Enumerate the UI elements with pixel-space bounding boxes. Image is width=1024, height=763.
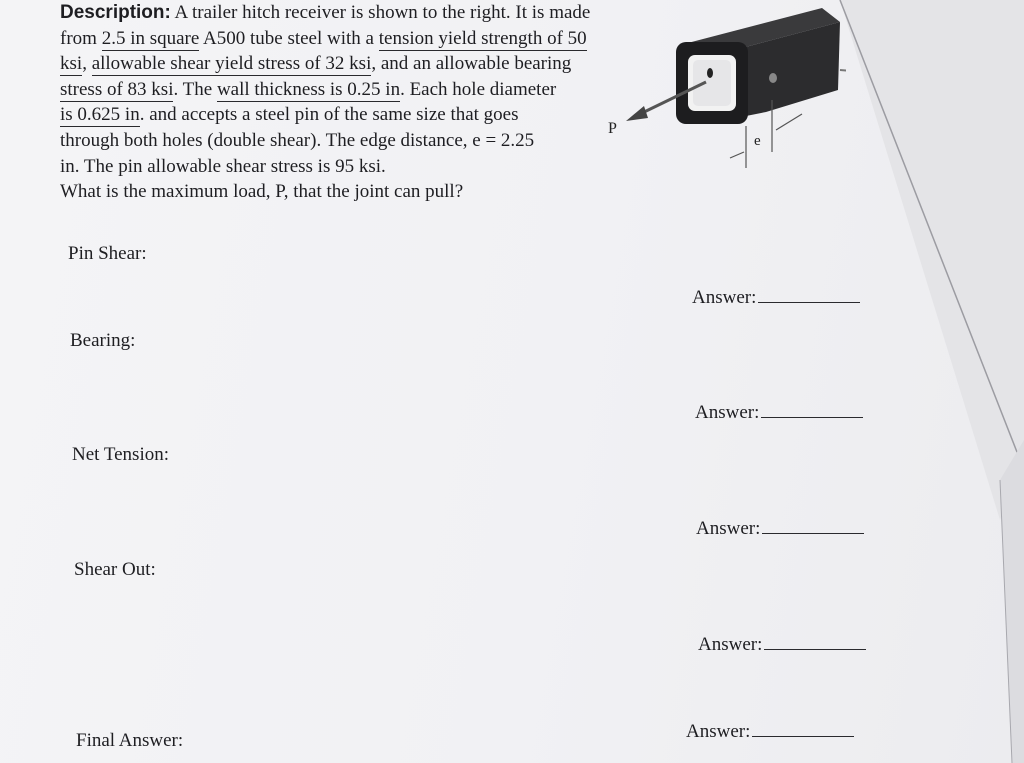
description-text-3b: ,	[82, 53, 92, 75]
description-line-7: in. The pin allowable shear stress is 95 ksi.	[60, 155, 386, 177]
pin-shear-answer[interactable]	[692, 287, 860, 309]
underlined-ksi: ksi	[60, 53, 83, 75]
problem-description	[60, 0, 660, 205]
underlined-wall-thickness: wall thickness is 0.25 in	[216, 78, 401, 100]
underlined-bearing-stress: stress of 83 ksi	[60, 78, 174, 100]
side-pin-hole-icon	[769, 73, 777, 83]
answer-label: Answer:	[696, 518, 761, 539]
question-line: What is the maximum load, P, that the joint can pull?	[60, 181, 464, 203]
edge-arrow-right-icon	[776, 114, 802, 130]
description-text-3d: , and an allowable bearing	[371, 53, 572, 75]
load-label: P	[608, 120, 617, 137]
pin-shear-label: Pin Shear:	[68, 243, 147, 264]
underlined-shear-yield: allowable shear yield stress of 32 ksi	[91, 53, 372, 75]
description-text-2a: from	[60, 27, 102, 49]
description-label: Description:	[60, 2, 171, 23]
answer-label: Answer:	[692, 287, 757, 308]
load-arrow-head-icon	[626, 106, 648, 121]
description-text-4b: . The	[173, 78, 217, 100]
description-line-4	[60, 77, 660, 103]
answer-blank[interactable]	[762, 519, 864, 534]
answer-label: Answer:	[686, 721, 751, 742]
description-line-6: through both holes (double shear). The edge distance, e = 2.25	[60, 129, 535, 151]
description-text-2c: A500 tube steel with a	[199, 27, 379, 49]
pin-hole-icon	[707, 68, 713, 78]
final-answer[interactable]	[686, 721, 854, 743]
bearing-answer[interactable]	[695, 402, 863, 424]
description-line-3	[60, 51, 660, 77]
shear-out-answer[interactable]	[698, 634, 866, 656]
hitch-receiver-figure	[596, 0, 846, 170]
bearing-label: Bearing:	[70, 330, 136, 351]
shear-out-label: Shear Out:	[74, 559, 156, 580]
description-text-4d: . Each hole diameter	[400, 78, 557, 100]
edge-arrow-left-icon	[730, 152, 744, 158]
underlined-hole-diameter: is 0.625 in	[60, 104, 140, 126]
edge-label: e	[754, 133, 761, 149]
answer-blank[interactable]	[764, 635, 866, 650]
net-tension-answer[interactable]	[696, 518, 864, 540]
answer-blank[interactable]	[752, 722, 854, 737]
underlined-tension-strength: tension yield strength of 50	[378, 27, 587, 49]
net-tension-label: Net Tension:	[72, 444, 170, 465]
answer-label: Answer:	[695, 402, 760, 423]
final-answer-label: Final Answer:	[76, 730, 184, 751]
answer-blank[interactable]	[758, 288, 860, 303]
tube-interior	[693, 60, 731, 106]
description-text-5b: . and accepts a steel pin of the same size that goes	[139, 104, 519, 126]
description-line-1	[60, 0, 660, 26]
answer-blank[interactable]	[761, 403, 863, 418]
answer-label: Answer:	[698, 634, 763, 655]
description-line-2	[60, 26, 660, 52]
description-line-5	[60, 102, 660, 128]
description-text-1: A trailer hitch receiver is shown to the right. It is made	[170, 2, 591, 23]
tie-line	[840, 70, 846, 72]
underlined-tube-size: 2.5 in square	[101, 27, 200, 49]
